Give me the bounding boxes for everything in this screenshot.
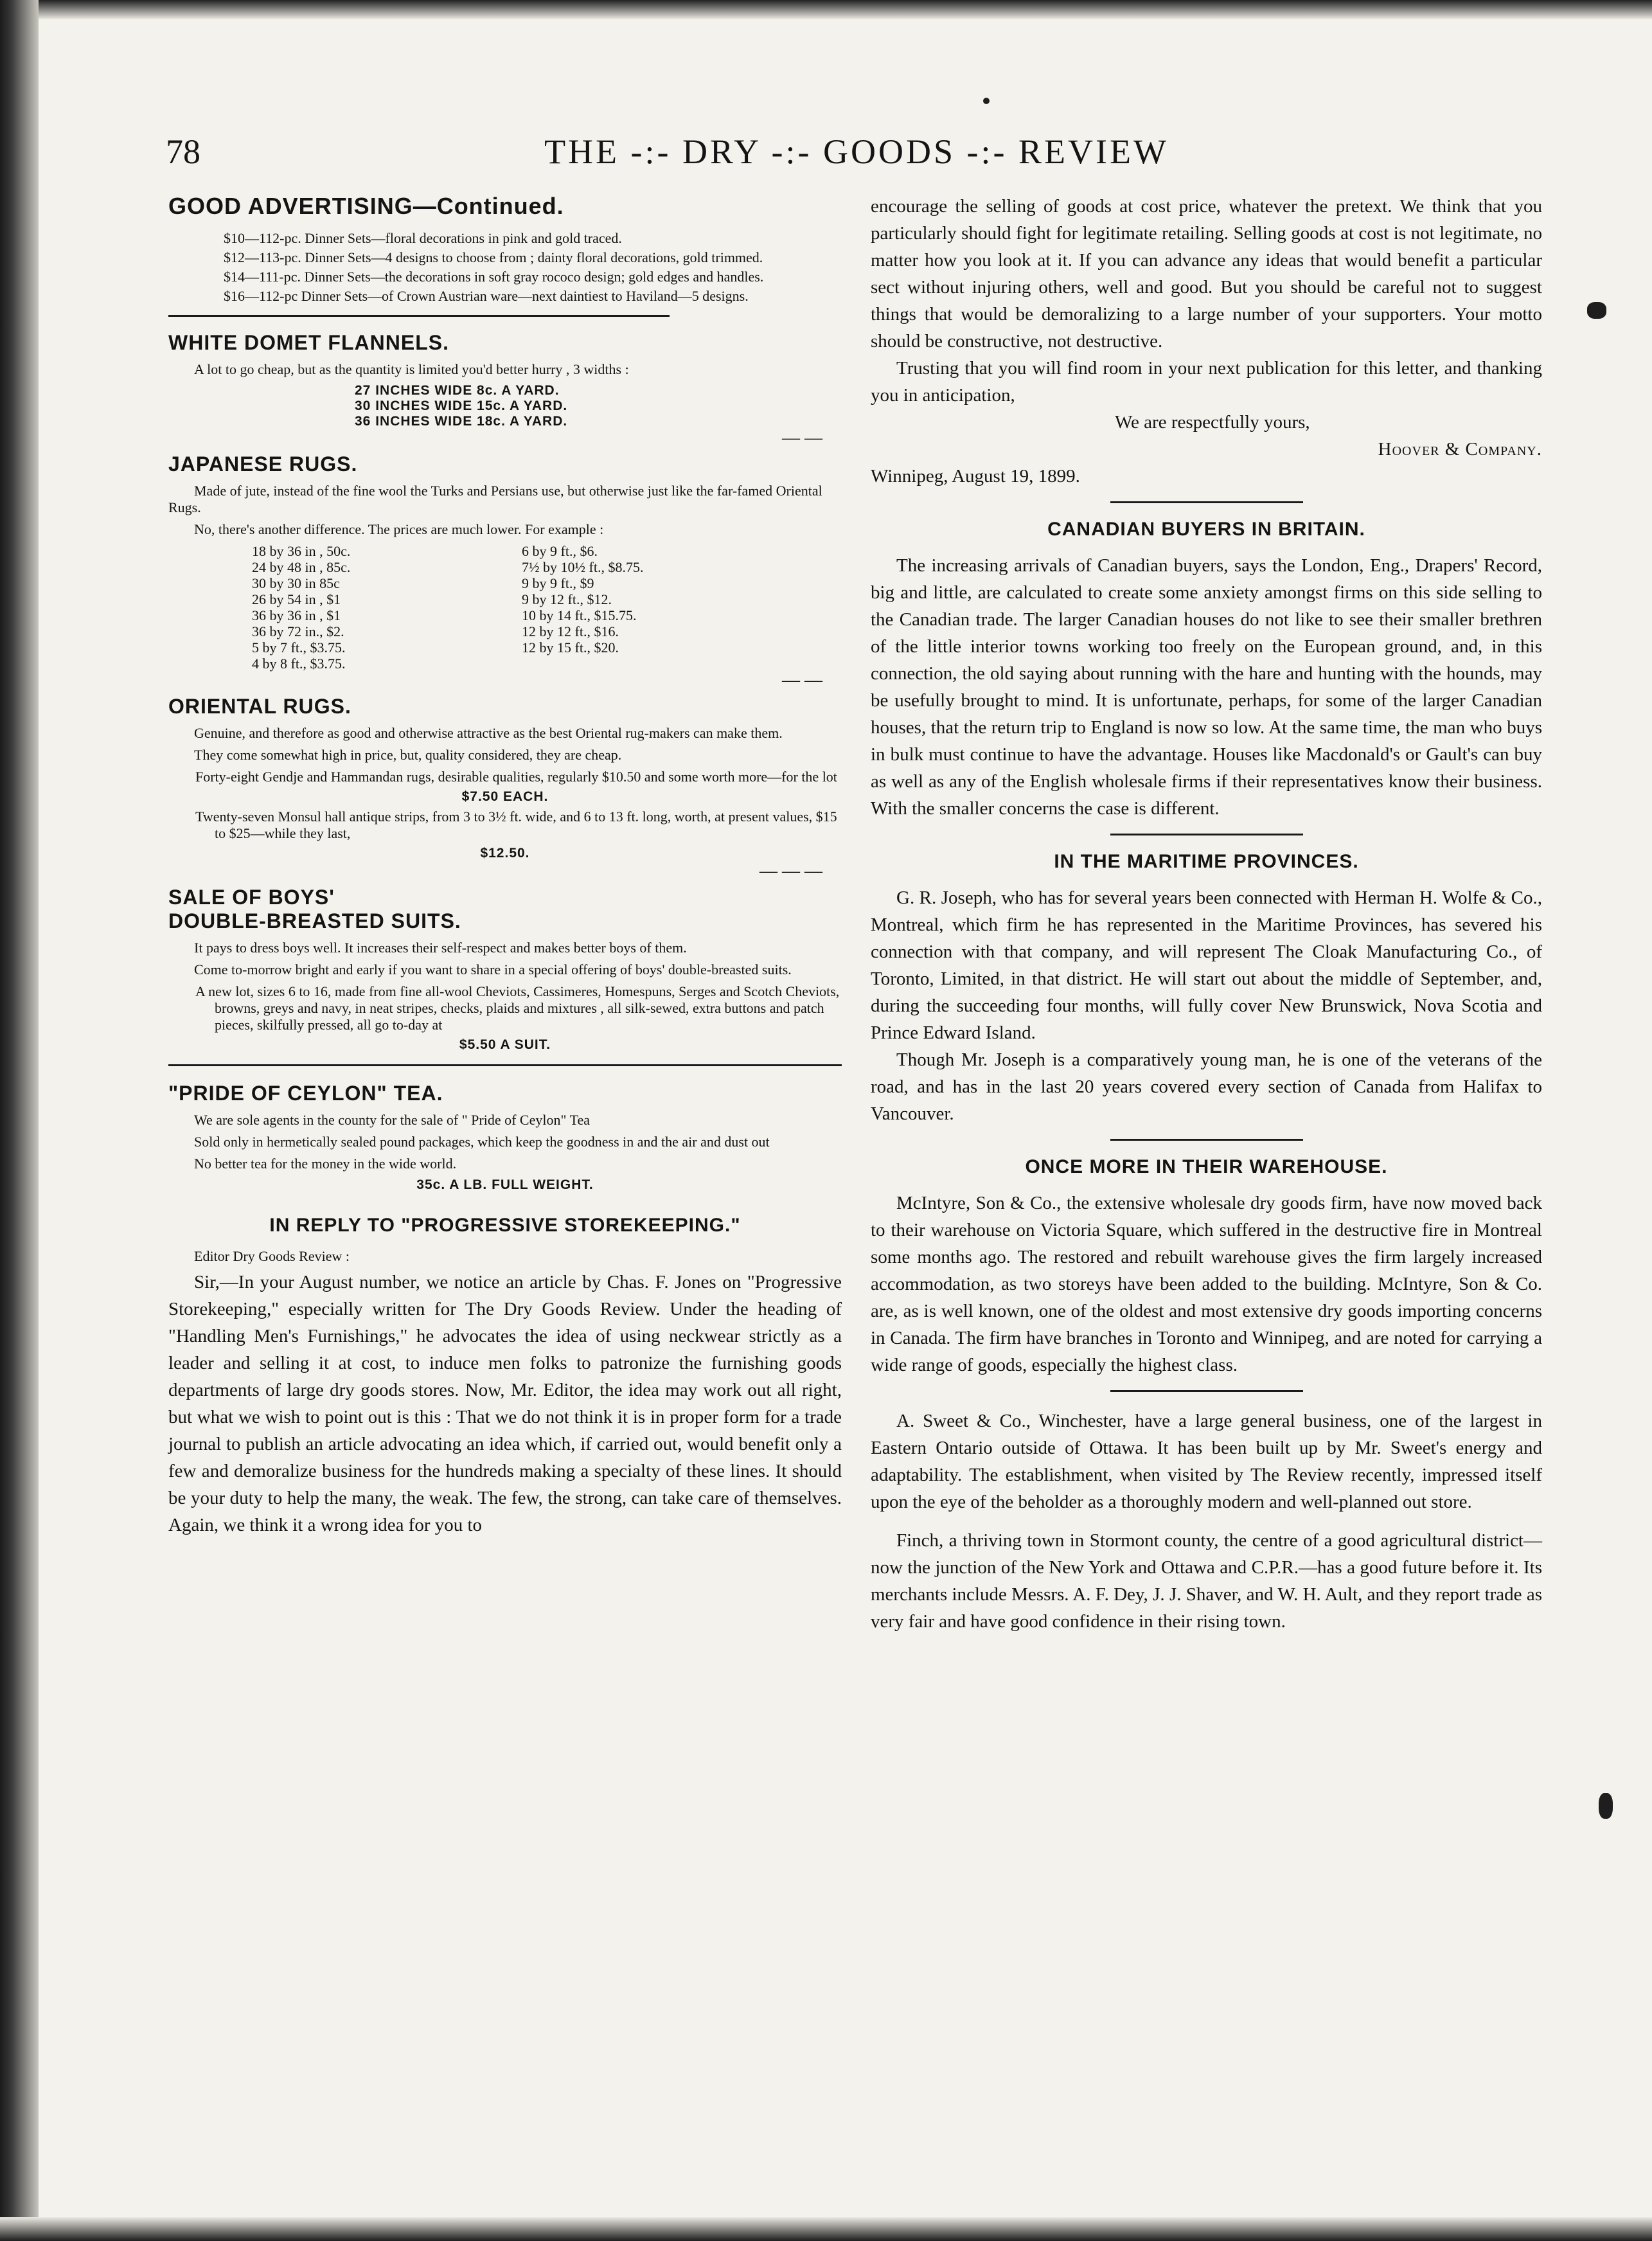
list-item: 12 by 15 ft., $20.	[522, 639, 619, 656]
list-item: 9 by 12 ft., $12.	[522, 591, 612, 607]
japanese-rugs-p1: Made of jute, instead of the fine wool the Turks and Persians use, but otherwise just like the far-famed Oriental Rugs.	[168, 483, 822, 515]
dash-divider: — —	[782, 670, 822, 690]
ceylon-tea-section	[168, 1082, 842, 1193]
ceylon-tea-p1: We are sole agents in the county for the sale of " Pride of Ceylon" Tea	[194, 1112, 590, 1128]
warehouse-heading: ONCE MORE IN THEIR WAREHOUSE.	[1025, 1156, 1388, 1177]
maritime-p1: G. R. Joseph, who has for several years been connected with Herman H. Wolfe & Co., Montreal, which firm he has represented in the Maritime Provinces, has severed his connection with that company, and will represent The Cloak Manufacturing Co., of Toronto, Limited, in that district. He will start out about the middle of September, and, during the succeeding four months, will fully cover New Brunswick, Nova Scotia and Prince Edward Island.	[871, 888, 1542, 1043]
boys-suits-p2: Come to-morrow bright and early if you want to share in a special offering of boys' double-breasted suits.	[194, 961, 792, 978]
finch-section	[871, 1527, 1542, 1635]
oriental-rugs-p1: Genuine, and therefore as good and otherwise attractive as the best Oriental rug-makers can make them.	[194, 725, 783, 741]
maritime-section	[871, 851, 1542, 1127]
section-divider	[1110, 501, 1303, 503]
list-item: $14—111-pc. Dinner Sets—the decorations in soft gray rococo design; gold edges and handles.	[224, 269, 764, 285]
boys-suits-heading-2: DOUBLE-BREASTED SUITS.	[168, 909, 461, 933]
boys-suits-p1: It pays to dress boys well. It increases their self-respect and makes better boys of them.	[194, 940, 687, 956]
price-line: 30 INCHES WIDE 15c. A YARD.	[355, 398, 568, 413]
section-divider	[1110, 834, 1303, 835]
oriental-rugs-p4: Twenty-seven Monsul hall antique strips, from 3 to 3½ ft. wide, and 6 to 13 ft. long, worth, at present values, $15 to $25—while they last,	[195, 808, 837, 841]
dash-divider: — — —	[759, 861, 822, 881]
list-item: 5 by 7 ft., $3.75.	[252, 639, 346, 656]
list-item: 10 by 14 ft., $15.75.	[522, 607, 637, 623]
oriental-rugs-section	[168, 695, 842, 861]
section-divider	[1110, 1139, 1303, 1141]
page-header	[166, 132, 1547, 183]
maritime-p2: Though Mr. Joseph is a comparatively young man, he is one of the veterans of the road, and has in the last 20 years covered every section of Canada from Halifax to Vancouver.	[871, 1049, 1542, 1124]
ceylon-tea-p3: No better tea for the money in the wide world.	[194, 1156, 457, 1172]
reply-heading: IN REPLY TO "PROGRESSIVE STOREKEEPING."	[269, 1215, 741, 1236]
price-line: 35c. A LB. FULL WEIGHT.	[416, 1177, 594, 1192]
white-domet-section	[168, 331, 842, 429]
reply-cont-p1: encourage the selling of goods at cost price, whatever the pretext. We think that you particularly should fight for legitimate retailing. Selling goods at cost is not legitimate, no matter how you look at it. If you can advance any ideas that would benefit a particular sect without injuring others, well and good. But you should be careful not to suggest things that would be demoralizing to a large number of your supporters. Your motto should be constructive, not destructive.	[871, 196, 1542, 352]
maritime-heading: IN THE MARITIME PROVINCES.	[1054, 851, 1359, 872]
list-item: 36 by 36 in , $1	[252, 607, 341, 623]
price-line: $5.50 A SUIT.	[459, 1037, 551, 1052]
oriental-rugs-p2: They come somewhat high in price, but, quality considered, they are cheap.	[194, 747, 622, 763]
page-number: 78	[166, 132, 200, 171]
list-item: 24 by 48 in , 85c.	[252, 559, 351, 575]
list-item: 6 by 9 ft., $6.	[522, 543, 598, 559]
sweet-section	[871, 1407, 1542, 1515]
reply-signature: Hoover & Company.	[1378, 439, 1542, 460]
rug-size-list	[168, 543, 842, 672]
boys-suits-section	[168, 886, 842, 1053]
price-line: $7.50 EACH.	[461, 789, 549, 804]
list-item: $16—112-pc Dinner Sets—of Crown Austrian ware—next daintiest to Haviland—5 designs.	[224, 288, 749, 304]
good-advertising-heading: GOOD ADVERTISING—Continued.	[168, 193, 564, 219]
list-item: 30 by 30 in 85c	[252, 575, 340, 591]
white-domet-heading: WHITE DOMET FLANNELS.	[168, 331, 449, 354]
scan-edge-top	[0, 0, 1652, 19]
finch-body: Finch, a thriving town in Stormont county, the centre of a good agricultural district—now the junction of the New York and Ottawa and C.P.R.—has a good future before it. Its merchants include Messrs. A. F. Dey, J. J. Shaver, and W. H. Ault, and they report trade as very fair and have good confidence in their rising town.	[871, 1530, 1542, 1632]
scan-edge-bottom	[0, 2217, 1652, 2241]
oriental-rugs-p3: Forty-eight Gendje and Hammandan rugs, desirable qualities, regularly $10.50 and some worth more—for the lot	[195, 769, 837, 785]
reply-body: Sir,—In your August number, we notice an article by Chas. F. Jones on "Progressive Storekeeping," especially written for The Dry Goods Review. Under the heading of "Handling Men's Furnishings," he advocates the idea of using neckwear strictly as a leader and selling it at cost, to induce men folks to patronize the furnishing goods departments of large dry goods stores. Now, Mr. Editor, the idea may work out all right, but what we wish to point out is this : That we do not think it is in proper form for a trade journal to publish an article advocating an idea which, if carried out, would benefit only a few and demoralize business for the hundreds making a specialty of these lines. It should be your duty to help the many, the weak. The few, the strong, can take care of themselves. Again, we think it a wrong idea for you to	[168, 1272, 842, 1535]
list-item: 9 by 9 ft., $9	[522, 575, 594, 591]
scan-speck	[983, 98, 990, 104]
right-column	[871, 193, 1542, 1635]
list-item: 26 by 54 in , $1	[252, 591, 341, 607]
left-column	[168, 193, 842, 1539]
white-domet-text: A lot to go cheap, but as the quantity is limited you'd better hurry , 3 widths :	[194, 361, 629, 377]
reply-cont-p2: Trusting that you will find room in your next publication for this letter, and thanking you in anticipation,	[871, 358, 1542, 406]
canadian-buyers-section	[871, 519, 1542, 822]
price-line: 36 INCHES WIDE 18c. A YARD.	[355, 414, 568, 429]
section-divider	[168, 1064, 842, 1066]
list-item: 4 by 8 ft., $3.75.	[252, 656, 346, 672]
boys-suits-heading-1: SALE OF BOYS'	[168, 886, 335, 909]
scan-speck	[1587, 302, 1606, 319]
japanese-rugs-section	[168, 452, 842, 672]
japanese-rugs-p2: No, there's another difference. The prices are much lower. For example :	[194, 521, 604, 537]
list-item: $10—112-pc. Dinner Sets—floral decorations in pink and gold traced.	[224, 230, 622, 246]
reply-section	[168, 1215, 842, 1539]
reply-closing: We are respectfully yours,	[1115, 412, 1310, 433]
good-advertising-section	[168, 193, 842, 305]
boys-suits-p3: A new lot, sizes 6 to 16, made from fine all-wool Cheviots, Cassimeres, Homespuns, Serges and Scotch Cheviots, browns, greys and navy, in neat stripes, checks, plaids and mixtures , all silk-sewed, extra buttons and patch pieces, skilfully pressed, all go to-day at	[195, 983, 840, 1033]
ceylon-tea-heading: "PRIDE OF CEYLON" TEA.	[168, 1082, 443, 1105]
reply-dateline: Winnipeg, August 19, 1899.	[871, 466, 1080, 487]
list-item: 18 by 36 in , 50c.	[252, 543, 351, 559]
scan-speck	[1599, 1793, 1613, 1819]
price-line: $12.50.	[480, 846, 530, 861]
reply-continued	[871, 193, 1542, 490]
japanese-rugs-heading: JAPANESE RUGS.	[168, 452, 358, 476]
price-line: 27 INCHES WIDE 8c. A YARD.	[355, 383, 560, 398]
ceylon-tea-p2: Sold only in hermetically sealed pound packages, which keep the goodness in and the air and dust out	[194, 1134, 770, 1150]
dash-divider: — —	[782, 428, 822, 448]
section-divider	[168, 315, 670, 317]
sweet-body: A. Sweet & Co., Winchester, have a large general business, one of the largest in Eastern Ontario outside of Ottawa. It has been built up by Mr. Sweet's energy and adaptability. The establishment, when visited by The Review recently, impressed itself upon the eye of the beholder as a thoroughly modern and well-planned out store.	[871, 1411, 1542, 1512]
oriental-rugs-heading: ORIENTAL RUGS.	[168, 695, 351, 718]
list-item: 7½ by 10½ ft., $8.75.	[522, 559, 644, 575]
warehouse-body: McIntyre, Son & Co., the extensive wholesale dry goods firm, have now moved back to their warehouse on Victoria Square, which suffered in the destructive fire in Montreal some months ago. The restored and rebuilt warehouse gives the firm largely increased accommodation, as two storeys have been added to the building. McIntyre, Son & Co. are, as is well known, one of the oldest and most extensive dry goods importing concerns in Canada. The firm have branches in Toronto and Winnipeg, and are noted for carrying a wide range of goods, especially the highest class.	[871, 1193, 1542, 1375]
running-title: THE -:- DRY -:- GOODS -:- REVIEW	[544, 132, 1169, 171]
canadian-buyers-heading: CANADIAN BUYERS IN BRITAIN.	[1047, 519, 1365, 540]
scan-edge-left	[0, 0, 39, 2241]
list-item: 36 by 72 in., $2.	[252, 623, 344, 639]
list-item: 12 by 12 ft., $16.	[522, 623, 619, 639]
list-item: $12—113-pc. Dinner Sets—4 designs to choose from ; dainty floral decorations, gold trimmed.	[224, 249, 763, 265]
warehouse-section	[871, 1156, 1542, 1379]
section-divider	[1110, 1390, 1303, 1392]
canadian-buyers-body: The increasing arrivals of Canadian buyers, says the London, Eng., Drapers' Record, big and little, are calculated to create some anxiety amongst firms on this side selling to the Canadian trade. The larger Canadian houses do not like to see their smaller brethren of the little interior towns working too freely on the European ground, and, in this connection, the old saying about running with the hare and hunting with the hounds, may be usefully brought to mind. It is unfortunate, perhaps, for some of the larger Canadian houses, that the return trip to England is now so low. At the same time, the man who buys in bulk must continue to have the advantage. Houses like Macdonald's or Gault's can buy as well as any of the English wholesale firms if their representatives know their business. With the smaller concerns the case is different.	[871, 555, 1542, 819]
reply-salutation: Editor Dry Goods Review :	[194, 1248, 350, 1264]
